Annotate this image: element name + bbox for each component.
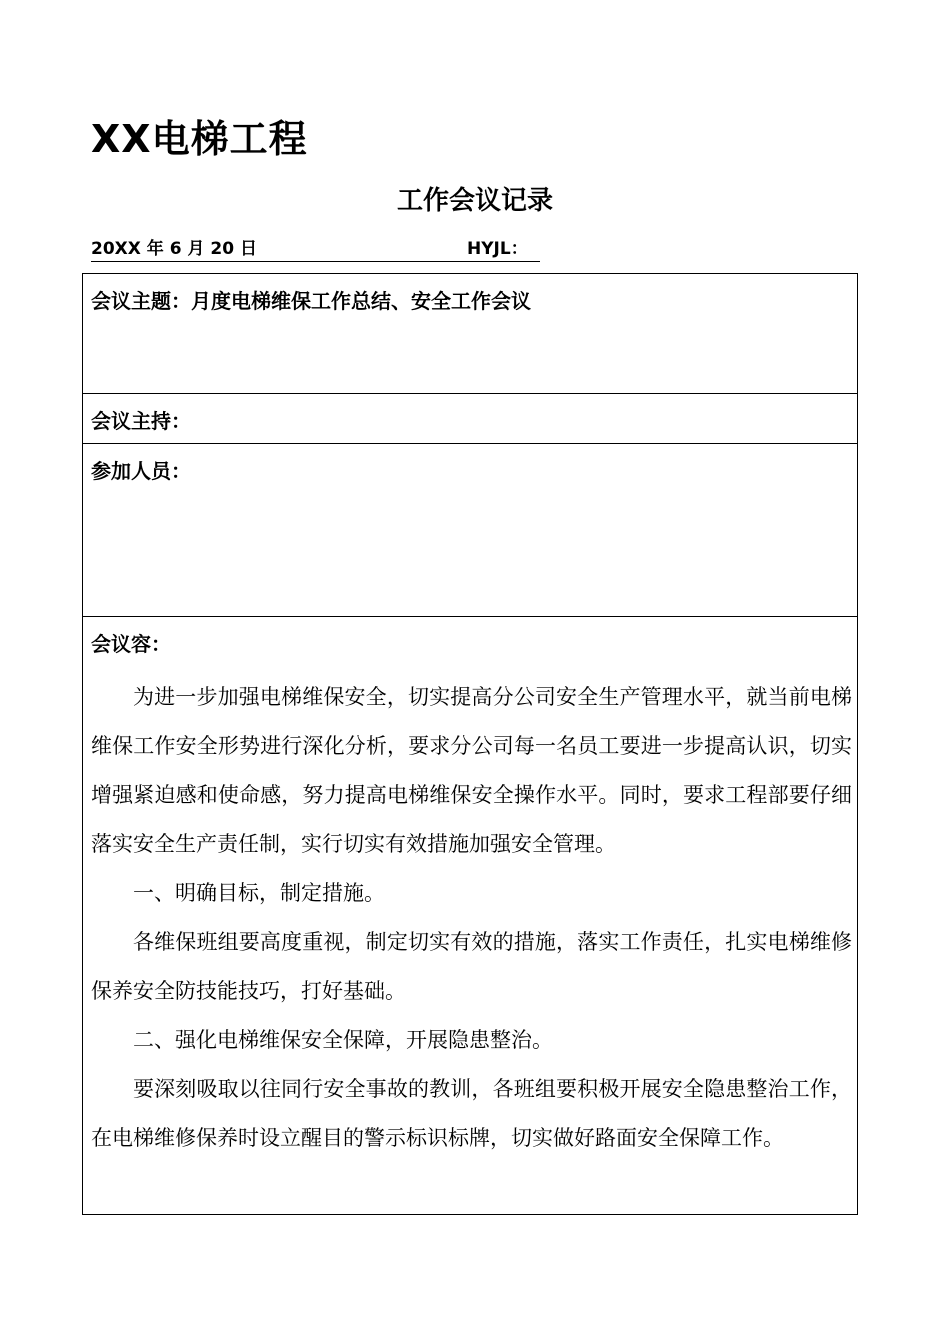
content-paragraph: 二、强化电梯维保安全保障，开展隐患整治。 [133,1028,553,1052]
content-paragraph: 为进一步加强电梯维保安全，切实提高分公司安全生产管理水平，就当前电梯维保工作安全形势进行深化分析，要求分公司每一名员工要进一步提高认识，切实增强紧迫感和使命感，努力提高电梯维保安全操作水平。同时，要求工程部要仔细落实安全生产责任制，实行切实有效措施加强安全管理。 [91,685,852,856]
company-title: XX电梯工程 [91,117,308,161]
meeting-host-label: 会议主持： [91,409,191,433]
content-paragraph: 要深刻吸取以往同行安全事故的教训，各班组要积极开展安全隐患整治工作，在电梯维修保养时设立醒目的警示标识标牌，切实做好路面安全保障工作。 [91,1077,852,1150]
record-meta-line [91,237,540,262]
host-row [83,394,857,444]
meeting-content [91,673,852,1163]
content-paragraph: 一、明确目标，制定措施。 [133,881,385,905]
content-paragraph: 各维保班组要高度重视，制定切实有效的措施，落实工作责任，扎实电梯维修保养安全防技能技巧，打好基础。 [91,930,852,1003]
document-title: 工作会议记录 [396,186,553,216]
content-row [83,617,857,1214]
attendees-label: 参加人员： [91,459,191,483]
meeting-date: 20XX 年 6 月 20 日 [91,239,257,259]
meeting-record-table [82,273,858,1215]
topic-row [83,274,857,394]
record-code-label: HYJL： [467,239,528,259]
meeting-topic: 会议主题：月度电梯维保工作总结、安全工作会议 [91,289,531,313]
attendees-row [83,444,857,617]
content-label: 会议容： [91,632,171,656]
